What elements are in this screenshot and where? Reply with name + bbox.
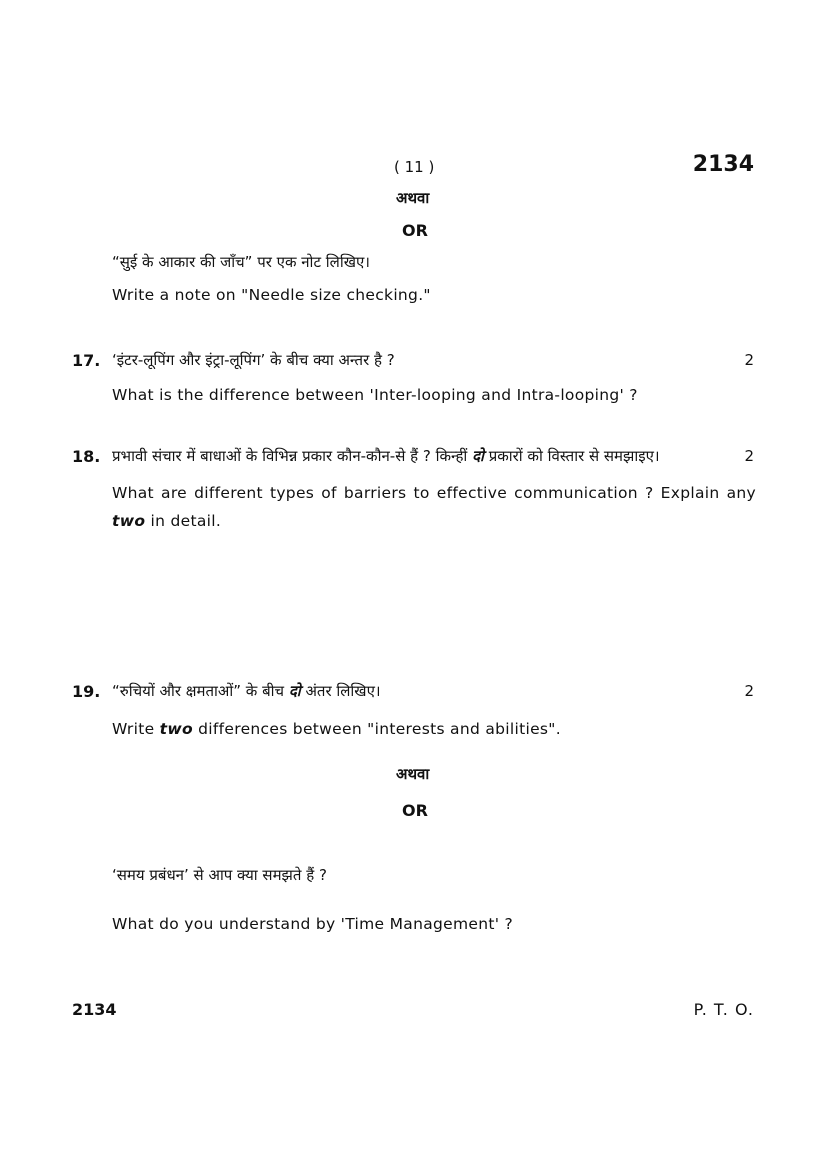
pto-label: P. T. O. <box>693 1000 754 1019</box>
emphasis-do: दो <box>288 682 301 700</box>
question-17-number: 17. <box>72 351 101 370</box>
question-19-number: 19. <box>72 682 101 701</box>
needle-question-english: Write a note on "Needle size checking." <box>112 286 431 304</box>
question-17-marks: 2 <box>744 351 754 369</box>
time-management-english: What do you understand by 'Time Management' ? <box>112 915 514 933</box>
question-19-marks: 2 <box>744 682 754 700</box>
athva-heading: अथवा <box>396 189 430 207</box>
emphasis-two: two <box>159 720 193 738</box>
question-18-number: 18. <box>72 447 101 466</box>
time-management-hindi: ‘समय प्रबंधन’ से आप क्या समझते हैं ? <box>112 866 327 884</box>
question-17-hindi: ‘इंटर-लूपिंग और इंट्रा-लूपिंग’ के बीच क्या अन्तर है ? <box>112 351 395 369</box>
question-19-english: Write two differences between "interests and abilities". <box>112 720 561 738</box>
question-17-english: What is the difference between 'Inter-looping and Intra-looping' ? <box>112 386 638 404</box>
question-19-hindi: “रुचियों और क्षमताओं” के बीच दो अंतर लिखिए। <box>112 682 381 700</box>
or-heading: OR <box>402 801 428 820</box>
paper-code-footer: 2134 <box>72 1000 117 1019</box>
athva-heading: अथवा <box>396 765 430 783</box>
question-18-marks: 2 <box>744 447 754 465</box>
page-number: ( 11 ) <box>394 158 435 176</box>
paper-code-header: 2134 <box>692 152 754 177</box>
question-18-english: What are different types of barriers to effective communication ? Explain any two in detail. <box>112 484 756 530</box>
emphasis-two: two <box>112 512 146 530</box>
or-heading: OR <box>402 221 428 240</box>
needle-question-hindi: “सुई के आकार की जाँच” पर एक नोट लिखिए। <box>112 253 370 271</box>
emphasis-do: दो <box>472 447 484 465</box>
question-18-hindi: प्रभावी संचार में बाधाओं के विभिन्न प्रकार कौन-कौन-से हैं ? किन्हीं दो प्रकारों को विस्तार से समझाइए। <box>112 447 660 465</box>
